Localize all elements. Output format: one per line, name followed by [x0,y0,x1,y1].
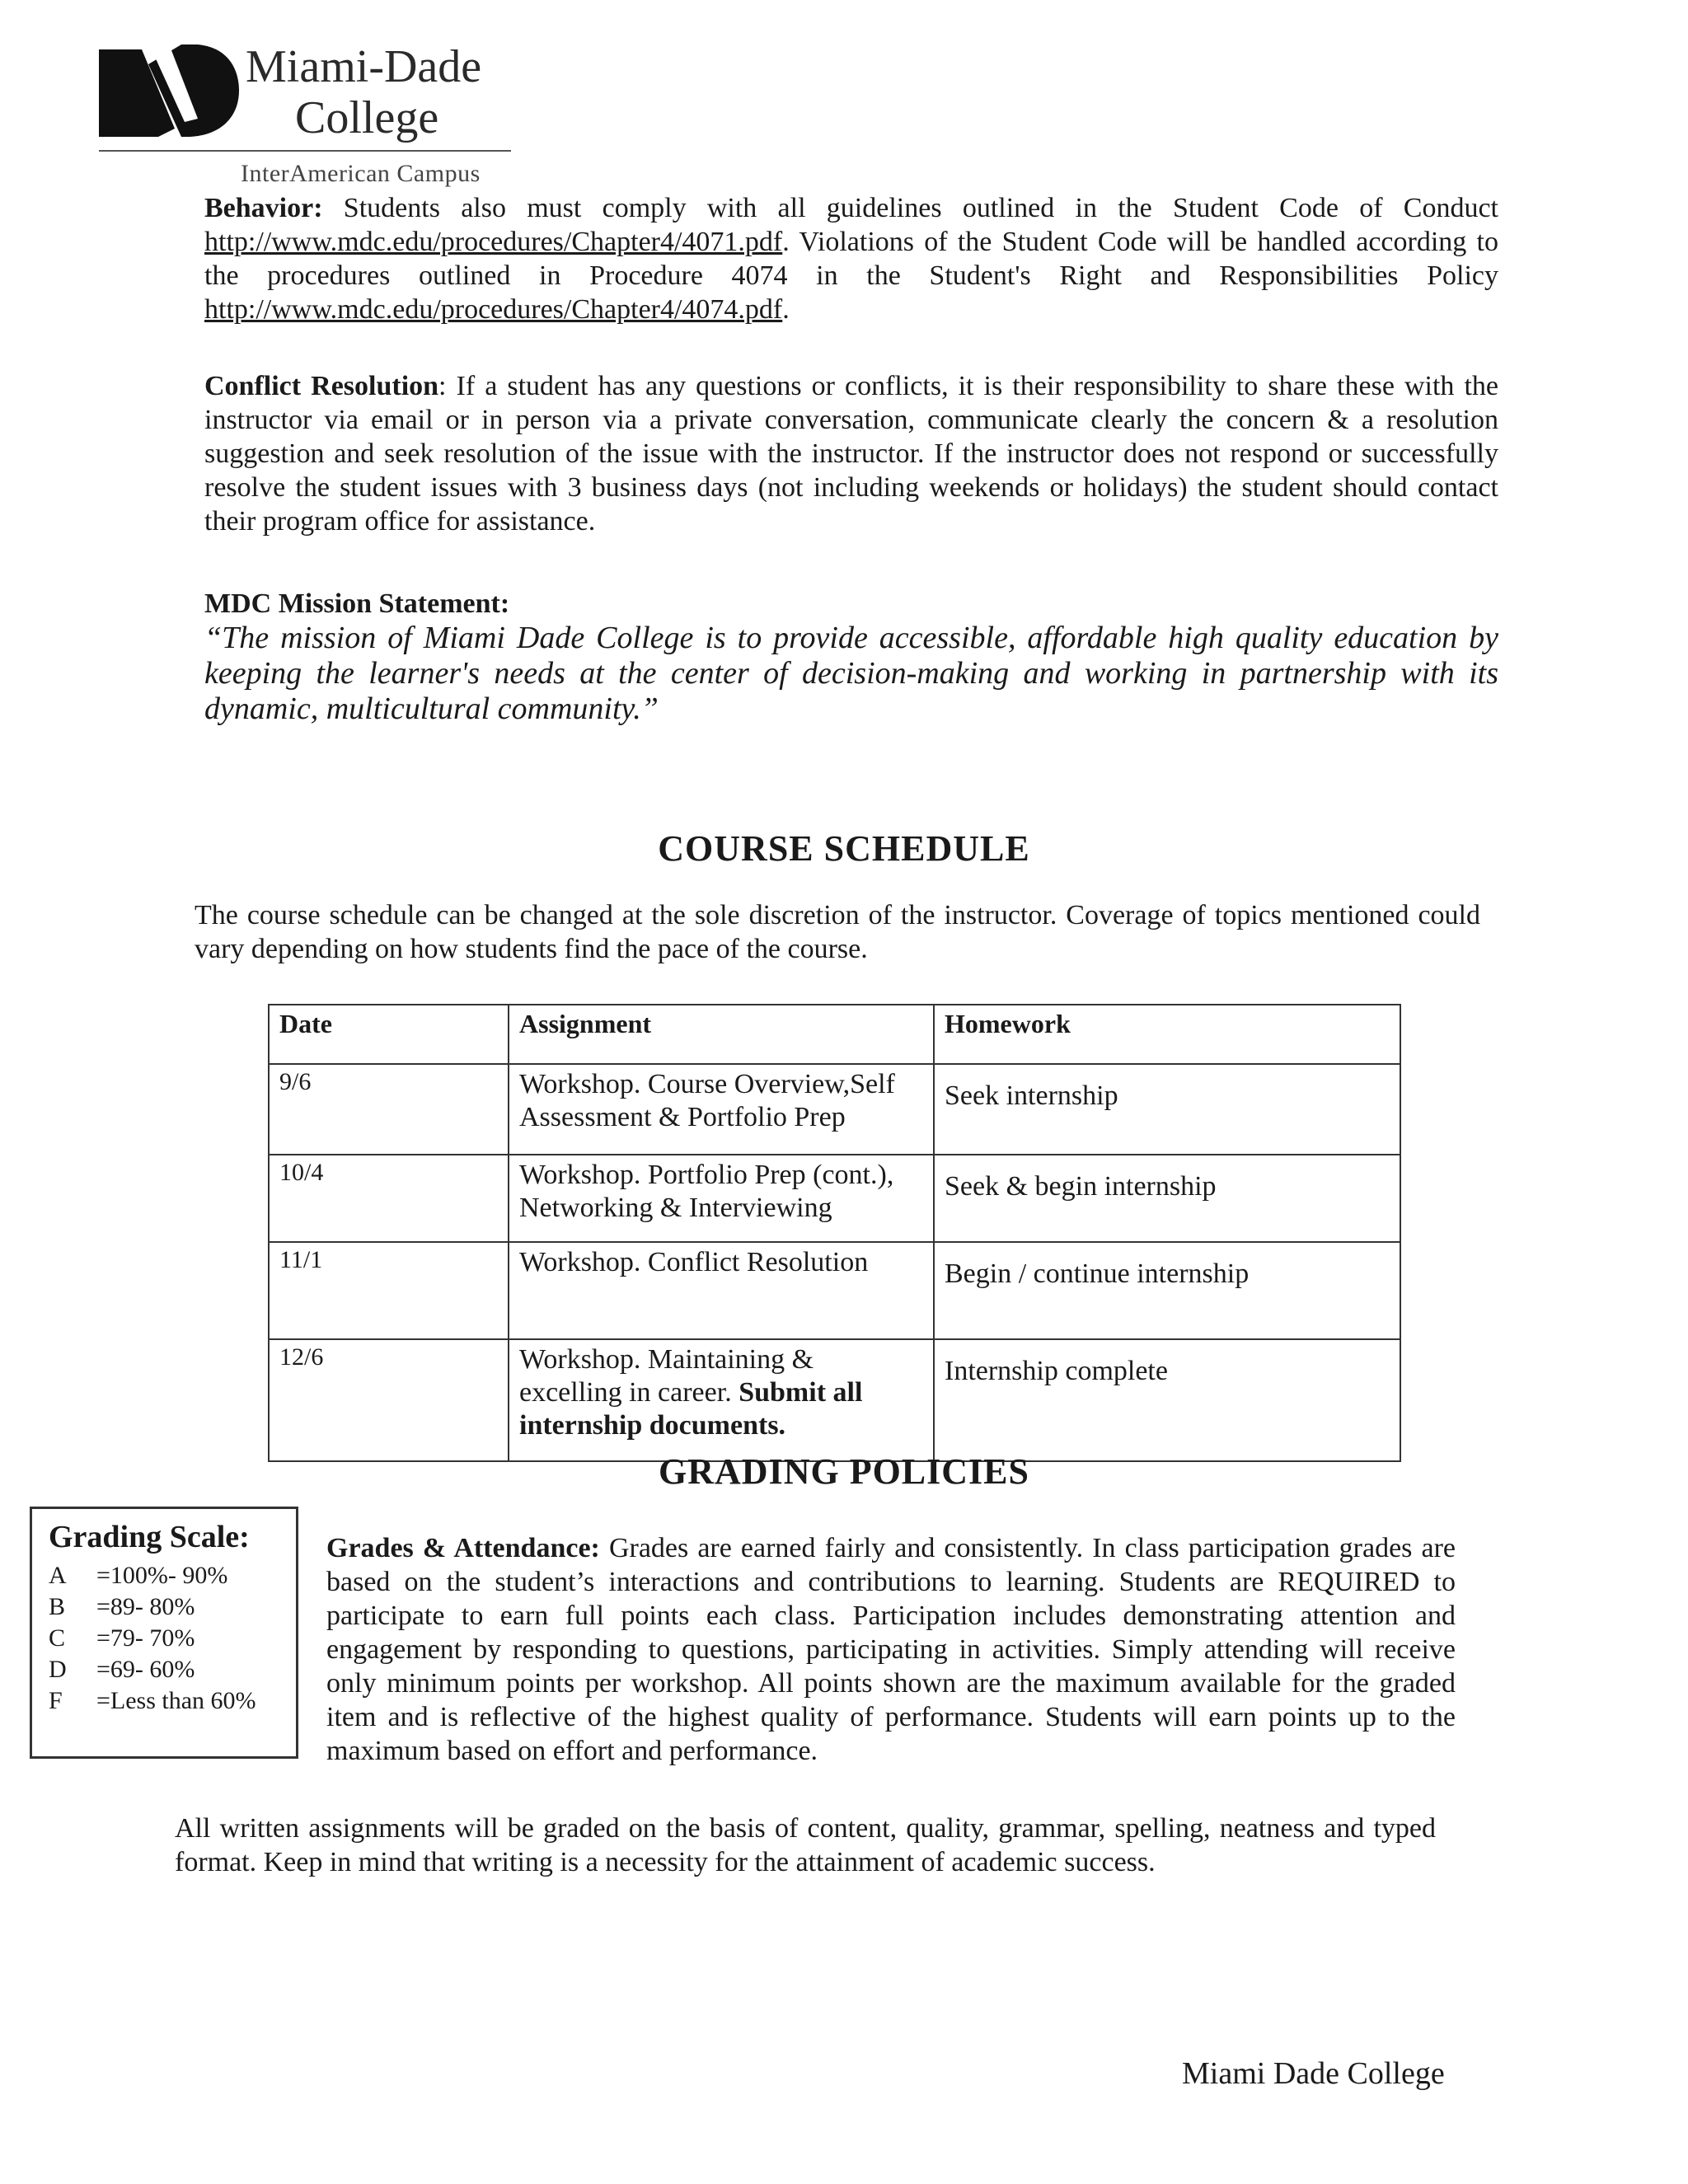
behavior-label: Behavior: [204,193,323,223]
college-name [246,41,481,143]
row-homework: Begin / continue internship [934,1242,1400,1339]
college-name-line1: Miami-Dade [246,41,482,92]
row-assignment [509,1242,934,1339]
row-assignment [509,1155,934,1242]
row-homework: Seek internship [934,1064,1400,1155]
row-assignment [509,1339,934,1461]
grading-scale-title: Grading Scale: [49,1520,250,1554]
table-row [269,1242,1400,1339]
course-schedule-title: COURSE SCHEDULE [658,828,1030,869]
mission-statement: “The mission of Miami Dade College is to provide accessible, affordable high quality education by keeping the learner's needs at the center of decision-making and working in partnership with its dynamic, multicultural community.” [204,621,1498,726]
row-homework: Internship complete [934,1339,1400,1461]
campus-name: InterAmerican Campus [241,160,481,187]
row-date: 9/6 [269,1064,509,1155]
scale-grade: A [49,1562,67,1589]
assignment-text: Workshop. Course Overview,Self Assessment & Portfolio Prep [519,1069,895,1132]
md-logo-mark-icon [99,40,239,138]
scale-grade: B [49,1593,66,1620]
rights-policy-link[interactable]: http://www.mdc.edu/procedures/Chapter4/4074.pdf [204,294,783,325]
assignment-text: Workshop. Portfolio Prep (cont.), Networking & Interviewing [519,1160,894,1223]
assignment-text: Workshop. Conflict Resolution [519,1247,869,1277]
grading-policies-title: GRADING POLICIES [659,1451,1029,1492]
behavior-text-2: . Violations of the Student Code will be handled according to the procedures outlined in Procedure 4074 in the Student's Right and Responsibilities Policy [204,227,1498,291]
conflict-resolution-paragraph [204,369,1498,538]
grades-attendance-paragraph [326,1531,1456,1768]
table-header-row [269,1005,1400,1064]
header-assignment: Assignment [509,1005,934,1064]
row-date: 10/4 [269,1155,509,1242]
row-homework: Seek & begin internship [934,1155,1400,1242]
table-row [269,1339,1400,1461]
scale-range: =89- 80% [96,1593,195,1620]
grades-attendance-label: Grades & Attendance: [326,1533,600,1563]
behavior-text-1: Students also must comply with all guidelines outlined in the Student Code of Conduct [322,193,1498,223]
row-assignment [509,1064,934,1155]
table-row [269,1155,1400,1242]
mission-section [204,587,1498,727]
behavior-paragraph [204,191,1498,326]
conflict-resolution-label: Conflict Resolution [204,371,439,401]
scale-range: =Less than 60% [96,1687,256,1714]
header-date: Date [269,1005,509,1064]
scale-row [49,1623,279,1654]
table-row [269,1064,1400,1155]
scale-range: =100%- 90% [96,1562,228,1589]
behavior-text-3: . [782,294,790,325]
scale-row [49,1560,279,1591]
scale-row [49,1591,279,1623]
scale-range: =69- 60% [96,1656,195,1683]
assignment-text: Workshop. Maintaining & excelling in career. [519,1344,814,1408]
row-date: 12/6 [269,1339,509,1461]
conflict-resolution-text: : If a student has any questions or conflicts, it is their responsibility to share these with the instructor via email or in person via a private conversation, communicate clearly the concern & a resolution suggestion and seek resolution of the issue with the instructor. If the instructor does not respond or successfully resolve the student issues with 3 business days (not including weekends or holidays) the student should contact their program office for assistance. [204,371,1498,537]
college-name-line2: College [295,92,439,143]
assignment-emphasis: Submit all internship documents. [519,1377,863,1441]
grading-scale-box [30,1507,298,1759]
scale-row [49,1685,279,1717]
scale-range: =79- 70% [96,1624,195,1652]
schedule-intro: The course schedule can be changed at the sole discretion of the instructor. Coverage of topics mentioned could vary depending on how students find the pace of the course. [195,900,1480,964]
written-assignments-paragraph: All written assignments will be graded on the basis of content, quality, grammar, spelling, neatness and typed format. Keep in mind that writing is a necessity for the attainment of academic success. [175,1813,1436,1877]
college-logo [99,40,528,196]
header-homework: Homework [934,1005,1400,1064]
scale-row [49,1654,279,1685]
scale-grade: F [49,1687,63,1714]
code-of-conduct-link[interactable]: http://www.mdc.edu/procedures/Chapter4/4071.pdf [204,227,783,257]
page-footer: Miami Dade College [1182,2056,1445,2091]
grades-attendance-text: Grades are earned fairly and consistently. In class participation grades are based on the student’s interactions and contributions to learning. Students are REQUIRED to participate to earn full points each class. Participation includes demonstrating attention and engagement by responding to questions, participating in activities. Simply attending will receive only minimum points per workshop. All points shown are the maximum available for the graded item and is reflective of the highest quality of performance. Students will earn points up to the maximum based on effort and performance. [326,1533,1456,1766]
mission-label: MDC Mission Statement: [204,588,510,619]
course-schedule-table [268,1004,1401,1462]
scale-grade: D [49,1656,67,1683]
logo-divider [99,150,511,152]
scale-grade: C [49,1624,66,1652]
row-date: 11/1 [269,1242,509,1339]
